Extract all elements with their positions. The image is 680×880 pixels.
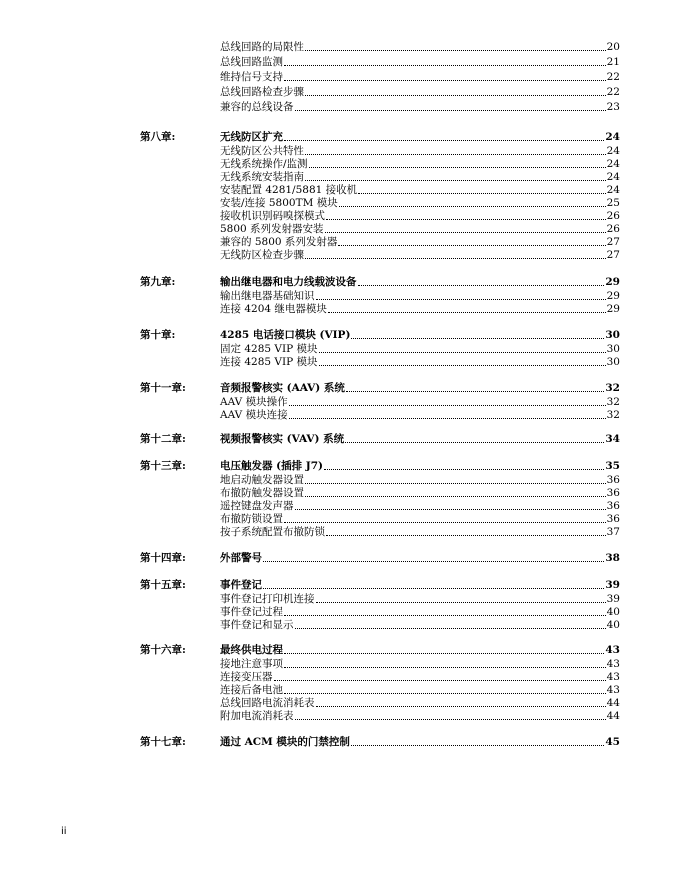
chapter-label: 第十五章:: [140, 579, 186, 591]
entry-title: 接地注意事项: [220, 658, 283, 670]
entry-page-number: 29: [606, 290, 620, 302]
toc-entry[interactable]: [220, 100, 620, 114]
entry-page-number: 30: [606, 343, 620, 355]
toc-entry[interactable]: [220, 618, 620, 632]
dot-leader: [295, 627, 606, 629]
entry-title: 输出继电器基础知识: [220, 290, 315, 302]
dot-leader: [284, 64, 606, 66]
dot-leader: [339, 205, 606, 207]
dot-leader: [351, 744, 604, 746]
toc-entry[interactable]: [220, 670, 620, 684]
entry-title: 维持信号支持: [220, 71, 283, 83]
entry-page-number: 36: [606, 513, 620, 525]
dot-leader: [319, 364, 606, 366]
entry-page-number: 32: [606, 409, 620, 421]
dot-leader: [326, 534, 606, 536]
toc-entry[interactable]: [220, 144, 620, 158]
entry-title: 无线防区公共特性: [220, 145, 304, 157]
dot-leader: [295, 718, 606, 720]
entry-title: 无线防区检查步骤: [220, 249, 304, 261]
entry-title: 布撤防触发器设置: [220, 487, 304, 499]
entry-title: 最终供电过程: [220, 644, 283, 656]
chapter-heading[interactable]: [220, 643, 620, 657]
dot-leader: [319, 351, 606, 353]
toc-entry[interactable]: [220, 592, 620, 606]
entry-page-number: 20: [606, 41, 620, 53]
entry-page-number: 26: [606, 223, 620, 235]
chapter-heading[interactable]: [220, 459, 620, 473]
toc-entry[interactable]: [220, 85, 620, 99]
entry-page-number: 26: [606, 210, 620, 222]
entry-page-number: 36: [606, 500, 620, 512]
entry-page-number: 21: [606, 56, 620, 68]
dot-leader: [316, 601, 606, 603]
toc-entry[interactable]: [220, 157, 620, 171]
dot-leader: [316, 298, 606, 300]
dot-leader: [284, 79, 606, 81]
entry-page-number: 44: [606, 697, 620, 709]
toc-entry[interactable]: [220, 183, 620, 197]
entry-page-number: 40: [606, 619, 620, 631]
chapter-label: 第八章:: [140, 131, 176, 143]
chapter-heading[interactable]: [220, 130, 620, 144]
toc-entry[interactable]: [220, 170, 620, 184]
entry-title: 无线系统操作/监测: [220, 158, 308, 170]
toc-entry[interactable]: [220, 473, 620, 487]
entry-title: 固定 4285 VIP 模块: [220, 343, 318, 355]
entry-page-number: 36: [606, 474, 620, 486]
dot-leader: [263, 560, 604, 562]
entry-title: 总线回路电流消耗表: [220, 697, 315, 709]
dot-leader: [338, 244, 605, 246]
entry-page-number: 39: [605, 579, 620, 591]
dot-leader: [263, 587, 604, 589]
entry-page-number: 24: [606, 184, 620, 196]
dot-leader: [358, 284, 605, 286]
entry-page-number: 35: [605, 460, 620, 472]
toc-entry[interactable]: [220, 696, 620, 710]
entry-title: AAV 模块连接: [220, 409, 288, 421]
dot-leader: [289, 417, 606, 419]
dot-leader: [346, 390, 604, 392]
toc-entry[interactable]: [220, 209, 620, 223]
dot-leader: [284, 652, 604, 654]
toc-entry[interactable]: [220, 525, 620, 539]
entry-title: AAV 模块操作: [220, 396, 288, 408]
entry-title: 安装配置 4281/5881 接收机: [220, 184, 358, 196]
entry-page-number: 43: [605, 644, 620, 656]
entry-title: 事件登记: [220, 579, 262, 591]
dot-leader: [295, 508, 606, 510]
entry-title: 布撤防锁设置: [220, 513, 283, 525]
dot-leader: [305, 94, 606, 96]
chapter-heading[interactable]: [220, 551, 620, 565]
chapter-label: 第十二章:: [140, 433, 186, 445]
dot-leader: [295, 109, 606, 111]
entry-page-number: 27: [606, 249, 620, 261]
entry-page-number: 22: [606, 71, 620, 83]
toc-entry[interactable]: [220, 512, 620, 526]
entry-title: 连接 4204 继电器模块: [220, 303, 327, 315]
entry-title: 电压触发器 (插排 J7): [220, 460, 324, 472]
dot-leader: [289, 404, 606, 406]
dot-leader: [305, 257, 606, 259]
dot-leader: [305, 495, 606, 497]
entry-page-number: 36: [606, 487, 620, 499]
entry-page-number: 30: [605, 329, 620, 341]
toc-entry[interactable]: [220, 342, 620, 356]
entry-page-number: 37: [606, 526, 620, 538]
chapter-label: 第十三章:: [140, 460, 186, 472]
entry-title: 地启动触发器设置: [220, 474, 304, 486]
chapter-label: 第十一章:: [140, 382, 186, 394]
chapter-heading[interactable]: [220, 328, 620, 342]
entry-title: 连接后备电池: [220, 684, 283, 696]
entry-page-number: 27: [606, 236, 620, 248]
toc-entry[interactable]: [220, 302, 620, 316]
toc-entry[interactable]: [220, 70, 620, 84]
toc-entry[interactable]: [220, 222, 620, 236]
entry-title: 附加电流消耗表: [220, 710, 294, 722]
toc-entry[interactable]: [220, 408, 620, 422]
dot-leader: [274, 679, 606, 681]
entry-page-number: 30: [606, 356, 620, 368]
dot-leader: [284, 614, 606, 616]
dot-leader: [284, 666, 606, 668]
chapter-label: 第十四章:: [140, 552, 186, 564]
entry-title: 总线回路监测: [220, 56, 283, 68]
toc-entry[interactable]: [220, 683, 620, 697]
entry-title: 兼容的总线设备: [220, 101, 294, 113]
dot-leader: [351, 337, 604, 339]
toc-entry[interactable]: [220, 196, 620, 210]
chapter-heading[interactable]: [220, 381, 620, 395]
entry-page-number: 22: [606, 86, 620, 98]
entry-page-number: 43: [606, 658, 620, 670]
toc-entry[interactable]: [220, 395, 620, 409]
toc-entry[interactable]: [220, 40, 620, 54]
entry-title: 外部警号: [220, 552, 262, 564]
chapter-heading[interactable]: [220, 275, 620, 289]
entry-page-number: 43: [606, 684, 620, 696]
entry-title: 连接变压器: [220, 671, 273, 683]
toc-entry[interactable]: [220, 486, 620, 500]
toc-entry[interactable]: [220, 499, 620, 513]
entry-title: 总线回路的局限性: [220, 41, 304, 53]
dot-leader: [284, 692, 606, 694]
entry-page-number: 40: [606, 606, 620, 618]
chapter-label: 第九章:: [140, 276, 176, 288]
entry-title: 事件登记过程: [220, 606, 283, 618]
dot-leader: [309, 166, 606, 168]
dot-leader: [328, 311, 606, 313]
entry-page-number: 39: [606, 593, 620, 605]
entry-page-number: 24: [606, 145, 620, 157]
entry-title: 视频报警核实 (VAV) 系统: [220, 433, 345, 445]
dot-leader: [345, 441, 604, 443]
entry-page-number: 25: [606, 197, 620, 209]
toc-entry[interactable]: [220, 55, 620, 69]
toc-entry[interactable]: [220, 657, 620, 671]
entry-title: 安装/连接 5800TM 模块: [220, 197, 338, 209]
entry-title: 遥控键盘发声器: [220, 500, 294, 512]
entry-page-number: 24: [606, 171, 620, 183]
entry-title: 按子系统配置布撤防锁: [220, 526, 325, 538]
chapter-label: 第十六章:: [140, 644, 186, 656]
entry-title: 通过 ACM 模块的门禁控制: [220, 736, 350, 748]
dot-leader: [284, 521, 606, 523]
dot-leader: [358, 192, 605, 194]
entry-title: 5800 系列发射器安装: [220, 223, 324, 235]
entry-page-number: 44: [606, 710, 620, 722]
page-number: ii: [61, 826, 67, 837]
entry-page-number: 32: [605, 382, 620, 394]
entry-page-number: 23: [606, 101, 620, 113]
dot-leader: [284, 139, 604, 141]
entry-page-number: 43: [606, 671, 620, 683]
entry-page-number: 34: [605, 433, 620, 445]
dot-leader: [325, 231, 606, 233]
entry-title: 输出继电器和电力线载波设备: [220, 276, 357, 288]
entry-page-number: 24: [605, 131, 620, 143]
entry-title: 无线系统安装指南: [220, 171, 304, 183]
dot-leader: [305, 49, 606, 51]
entry-title: 兼容的 5800 系列发射器: [220, 236, 338, 248]
dot-leader: [316, 705, 606, 707]
dot-leader: [326, 218, 606, 220]
entry-title: 4285 电话接口模块 (VIP): [220, 329, 351, 341]
dot-leader: [324, 468, 604, 470]
toc-entry[interactable]: [220, 605, 620, 619]
chapter-heading[interactable]: [220, 578, 620, 592]
dot-leader: [305, 482, 606, 484]
dot-leader: [305, 153, 606, 155]
chapter-label: 第十七章:: [140, 736, 186, 748]
toc-entry[interactable]: [220, 355, 620, 369]
entry-page-number: 24: [606, 158, 620, 170]
entry-title: 事件登记和显示: [220, 619, 294, 631]
chapter-label: 第十章:: [140, 329, 176, 341]
toc-entry[interactable]: [220, 235, 620, 249]
entry-title: 无线防区扩充: [220, 131, 283, 143]
entry-page-number: 29: [605, 276, 620, 288]
entry-title: 总线回路检查步骤: [220, 86, 304, 98]
dot-leader: [305, 179, 606, 181]
toc-entry[interactable]: [220, 289, 620, 303]
entry-title: 连接 4285 VIP 模块: [220, 356, 318, 368]
entry-page-number: 32: [606, 396, 620, 408]
entry-title: 音频报警核实 (AAV) 系统: [220, 382, 345, 394]
chapter-heading[interactable]: [220, 432, 620, 446]
entry-page-number: 45: [605, 736, 620, 748]
entry-page-number: 38: [605, 552, 620, 564]
entry-page-number: 29: [606, 303, 620, 315]
entry-title: 接收机识别码嗅探模式: [220, 210, 325, 222]
chapter-heading[interactable]: [220, 735, 620, 749]
toc-entry[interactable]: [220, 248, 620, 262]
entry-title: 事件登记打印机连接: [220, 593, 315, 605]
toc-entry[interactable]: [220, 709, 620, 723]
